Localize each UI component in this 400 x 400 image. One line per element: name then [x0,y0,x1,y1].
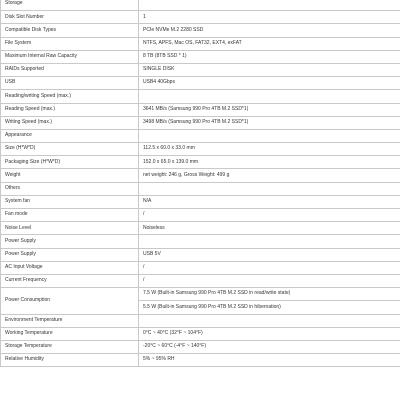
spec-value: 7.5 W (Built-in Samsung 990 Pro 4TB M.2 SSD in read/write state) [139,288,400,301]
spec-label: Fan mode [1,209,139,222]
spec-row [1,354,400,367]
section-row [1,129,400,142]
spec-label: Weight [1,169,139,182]
spec-value: SINGLE DISK [139,63,400,76]
section-heading: Appearance [1,129,139,142]
spec-row [1,37,400,50]
spec-value: / [139,209,400,222]
spec-value: 152.0 x 65.0 x 139.0 mm [139,156,400,169]
spec-row [1,116,400,129]
spec-label: USB [1,77,139,90]
spec-label: Power Consumption [1,288,139,314]
spec-label: Disk Slot Number [1,11,139,24]
spec-label: Reading Speed (max.) [1,103,139,116]
spec-label: Storage Temperature [1,340,139,353]
spec-row [1,103,400,116]
section-empty-cell [139,129,400,142]
spec-value: USB 5V [139,248,400,261]
spec-label: AC Input Voltage [1,261,139,274]
section-heading: Power Supply [1,235,139,248]
spec-row [1,24,400,37]
spec-value: 3641 MB/s (Samsung 990 Pro 4TB M.2 SSD*1) [139,103,400,116]
spec-value: USB4 40Gbps [139,77,400,90]
spec-value: net weight: 246 g, Gross Weight: 499 g [139,169,400,182]
spec-value: 8 TB (8TB SSD * 1) [139,50,400,63]
spec-value: NTFS, APFS, Mac OS, FAT32, EXT4, exFAT [139,37,400,50]
spec-value: 0°C ~ 40°C (32°F ~ 104°F) [139,327,400,340]
section-empty-cell [139,90,400,103]
spec-label: Relative Humidity [1,354,139,367]
spec-value: 112.5 x 60.0 x 33.0 mm [139,143,400,156]
spec-row [1,222,400,235]
section-empty-cell [139,182,400,195]
section-row [1,90,400,103]
spec-value: Noiseless [139,222,400,235]
section-row [1,235,400,248]
spec-label: System fan [1,195,139,208]
section-empty-cell [139,235,400,248]
spec-label: Current Frequency [1,274,139,287]
spec-label: Working Temperature [1,327,139,340]
spec-value: 3498 MB/s (Samsung 990 Pro 4TB M.2 SSD*1) [139,116,400,129]
spec-row [1,288,400,301]
spec-row [1,156,400,169]
spec-row [1,63,400,76]
spec-table-body [1,0,400,367]
section-row [1,314,400,327]
section-heading: Reading/writing Speed (max.) [1,90,139,103]
spec-row [1,261,400,274]
spec-label: Noise Level [1,222,139,235]
spec-row [1,209,400,222]
spec-label: File System [1,37,139,50]
spec-row [1,11,400,24]
section-heading: Others [1,182,139,195]
spec-value: / [139,261,400,274]
section-empty-cell [139,0,400,11]
spec-row [1,195,400,208]
spec-label: Size (H*W*D) [1,143,139,156]
section-empty-cell [139,314,400,327]
spec-row [1,77,400,90]
spec-value: 5% ~ 95% RH [139,354,400,367]
spec-row [1,169,400,182]
spec-row [1,327,400,340]
spec-row [1,340,400,353]
section-row [1,182,400,195]
spec-label: Power Supply [1,248,139,261]
section-heading: Storage [1,0,139,11]
spec-row [1,143,400,156]
spec-value: PCIe NVMe M.2 2280 SSD [139,24,400,37]
section-row [1,0,400,11]
spec-value: -20°C ~ 60°C (-4°F ~ 140°F) [139,340,400,353]
spec-label: Maximum Internal Raw Capacity [1,50,139,63]
spec-row [1,248,400,261]
spec-label: Writing Speed (max.) [1,116,139,129]
spec-row [1,50,400,63]
spec-value: 1 [139,11,400,24]
spec-label: Compatible Disk Types [1,24,139,37]
spec-value: 5.5 W (Built-in Samsung 990 Pro 4TB M.2 SSD in hibernation) [139,301,400,314]
spec-value: / [139,274,400,287]
spec-row [1,274,400,287]
spec-label: RAIDs Supported [1,63,139,76]
section-heading: Environment Temperature [1,314,139,327]
spec-label: Packaging Size (H*W*D) [1,156,139,169]
spec-value: N/A [139,195,400,208]
